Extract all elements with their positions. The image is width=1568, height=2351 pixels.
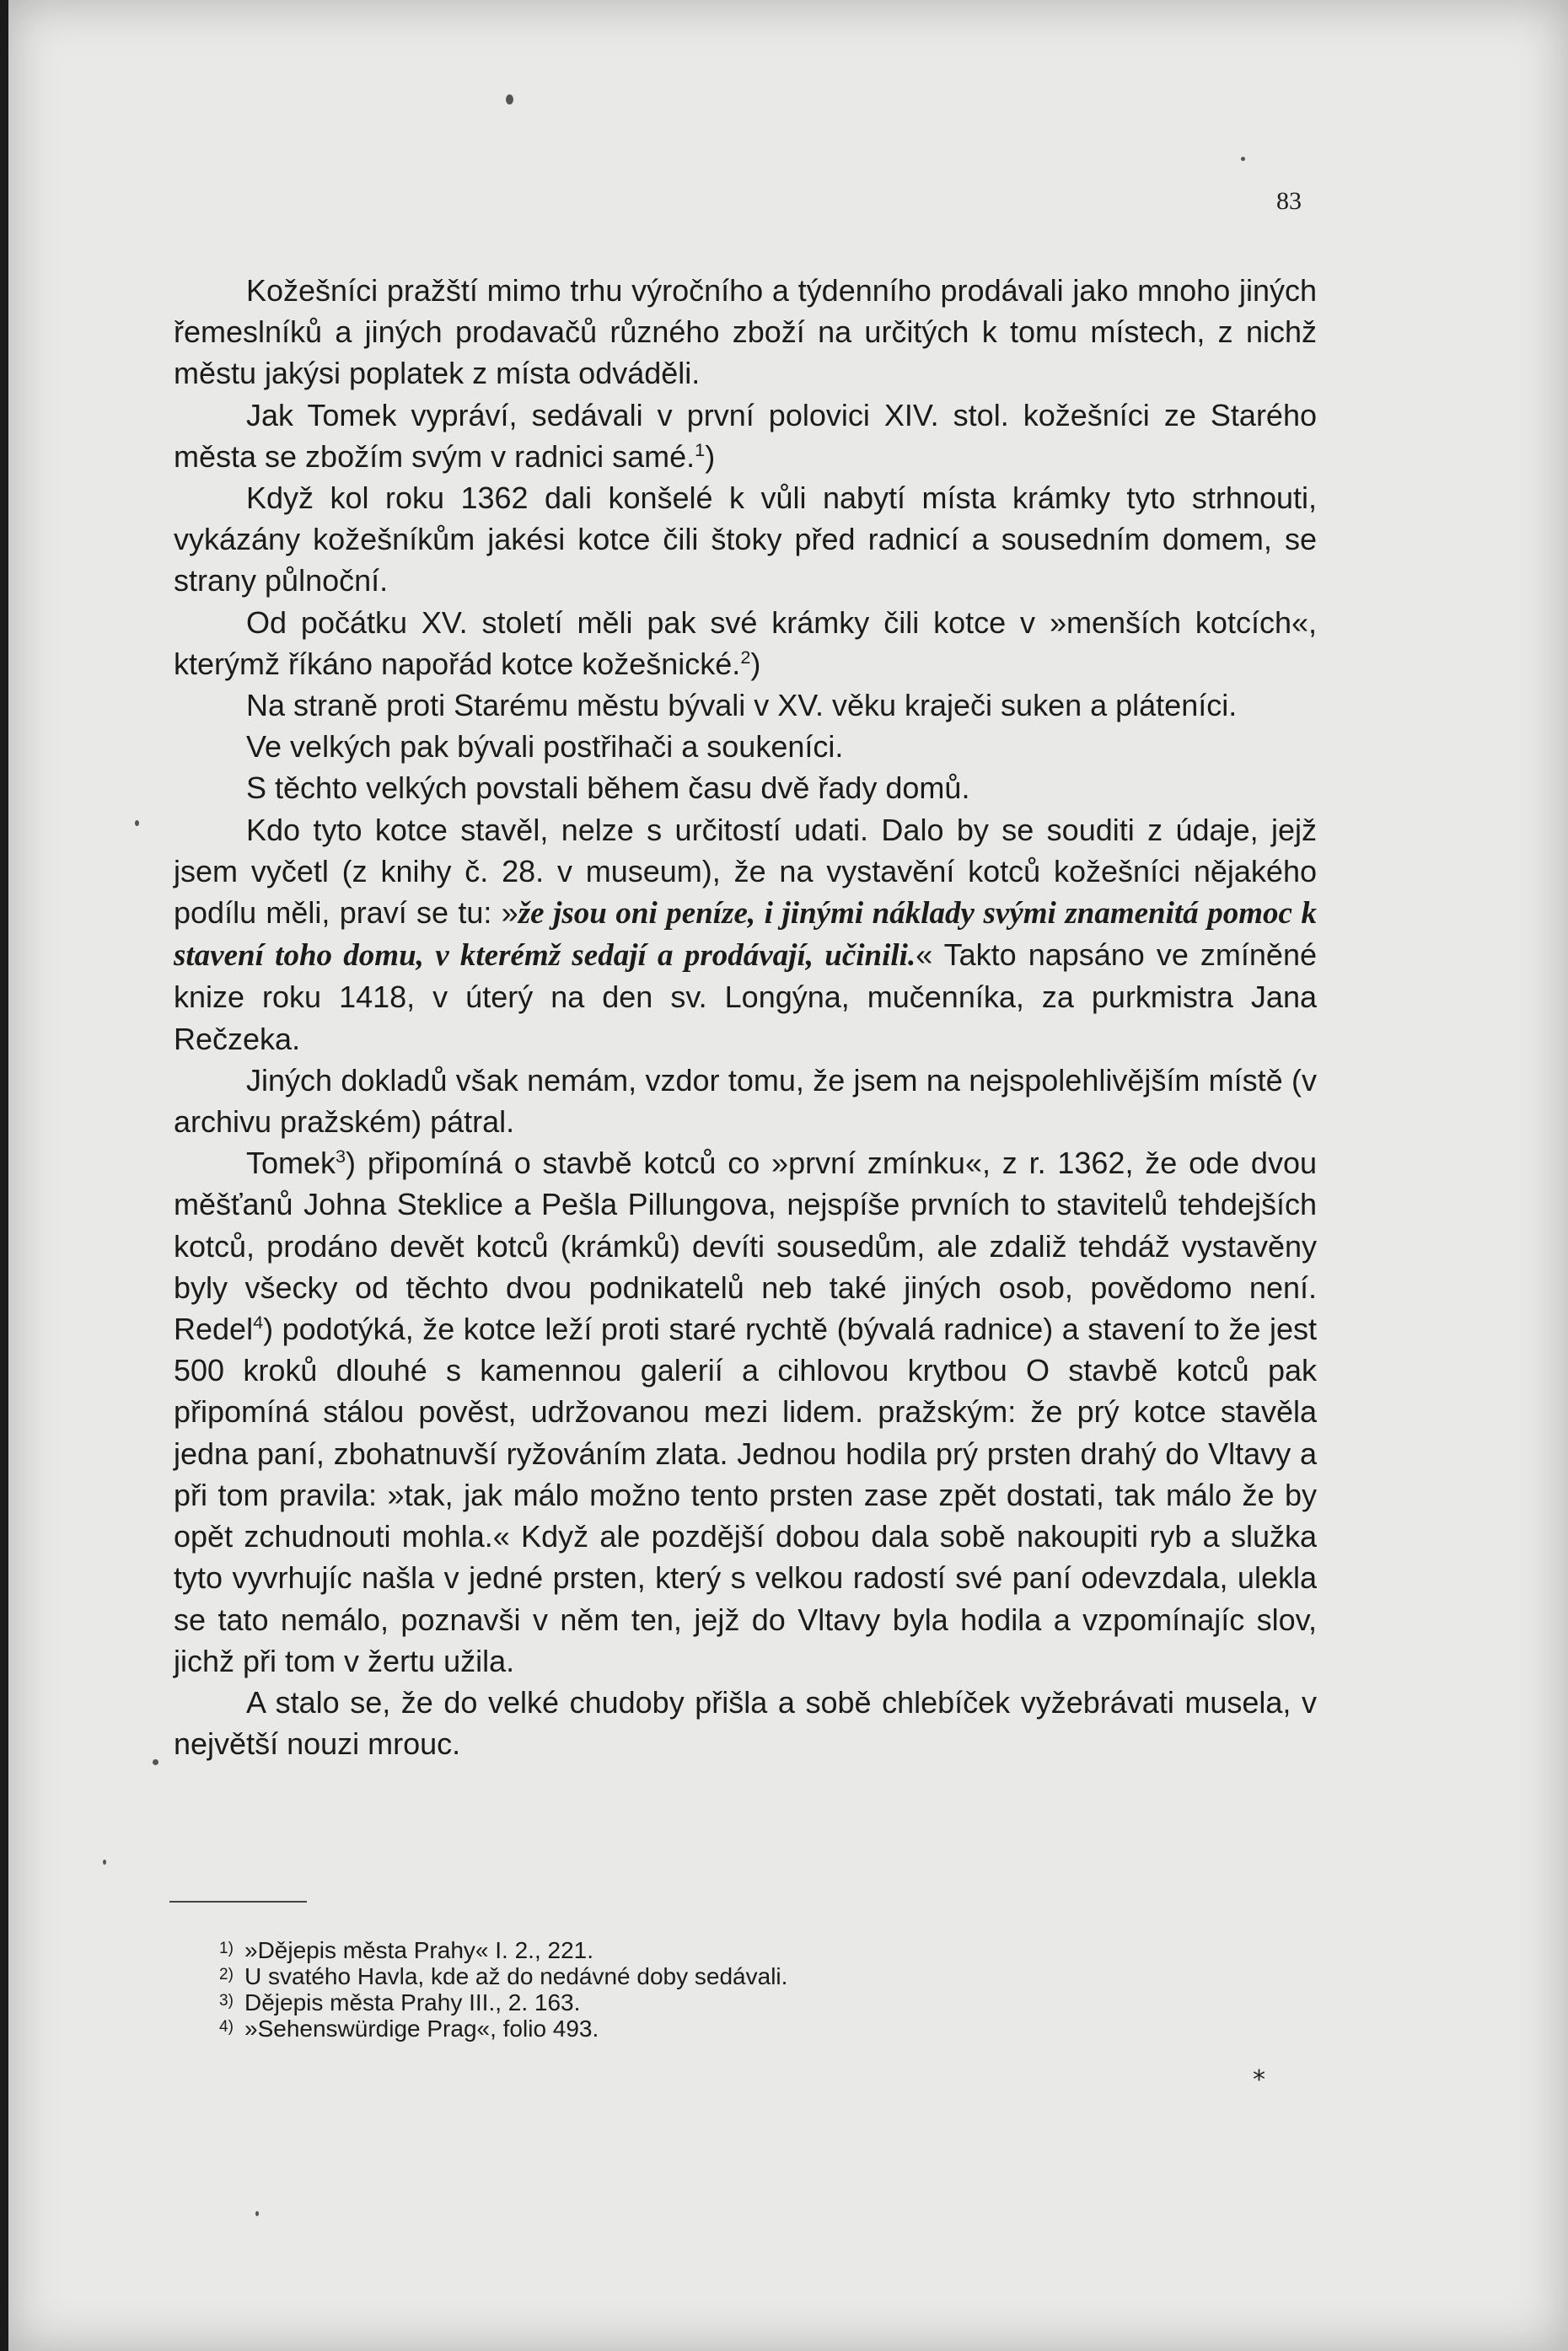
paragraph-11: [174, 1682, 1317, 1764]
paragraph-text: Když kol roku 1362 dali konšelé k vůli nabytí místa krámky tyto strhnouti, vykázány kožešníkům jakési kotce čili štoky před radnicí a sousedním domem, se strany půlnoční.: [174, 480, 1317, 598]
paragraph-text: Jak Tomek vypráví, sedávali v první polovici XIV. stol. kožešníci ze Starého města se zbožím svým v radnici samé.: [174, 397, 1317, 474]
paragraph-7: [174, 767, 1317, 808]
paragraph-text: ) připomíná o stavbě kotců co »první zmínku«, z r. 1362, že ode dvou měšťanů Johna Steklice a Pešla Pillungova, nejspíše prvních to stavitelů tehdejších kotců, prodáno devět kotců (krámků) devíti sousedům, ale zdaliž tehdáž vystavěny byly všecky od těchto dvou podnikatelů neb také jiných osob, povědomo není. Redel: [174, 1146, 1317, 1347]
paragraph-text: Kdo tyto kotce stavěl, nelze s určitostí udati. Dalo by se souditi z údaje, jejž jsem vyčetl (z knihy č. 28. v museum), že na vystavění kotců kožešníci nějakého podílu měli, praví se tu: »: [174, 812, 1317, 931]
asterisk-mark: *: [1253, 2065, 1265, 2095]
footnote-marker: 2): [219, 1966, 234, 1983]
paragraph-6: [174, 726, 1317, 767]
page-number: 83: [1276, 187, 1302, 215]
ink-speck: [1241, 157, 1245, 161]
ink-speck: [255, 2211, 259, 2216]
paragraph-text: Od počátku XV. století měli pak své krámky čili kotce v »menších kotcích«, kterýmž říkáno napořád kotce kožešnické.: [174, 604, 1317, 681]
footnote-ref-4: 4: [253, 1312, 264, 1334]
paragraph-text: ): [750, 646, 761, 681]
paragraph-text: Kožešníci pražští mimo trhu výročního a týdenního prodávali jako mnoho jiných řemeslníků a jiných prodavačů různého zboží na určitých k tomu místech, z nichž městu jakýsi poplatek z místa odváděli.: [174, 273, 1317, 391]
paragraph-text: ) podotýká, že kotce leží proti staré rychtě (bývalá radnice) a stavení to že jest 500 kroků dlouhé s kamennou galerií a cihlovou krytbou O stavbě kotců pak připomíná stálou pověst, udržovanou mezi lidem. pražským: že prý kotce stavěla jedna paní, zbohatnuvší ryžováním zlata. Jednou hodila prý prsten drahý do Vltavy a při tom pravila: »tak, jak málo možno tento prsten zase zpět dostati, tak málo že by opět zchudnouti mohla.« Když ale pozdější dobou dala sobě nakoupiti ryb a služka tyto vyvrhujíc našla v jedné prsten, který s velkou radostí své paní odevzdala, ulekla se tato nemálo, poznavši v něm ten, jejž do Vltavy byla hodila a vzpomínajíc slov, jichž při tom v žertu užila.: [174, 1312, 1317, 1678]
paragraph-3: [174, 477, 1317, 602]
footnote-1: [219, 1937, 1087, 1963]
paragraph-2: [174, 395, 1317, 477]
paragraph-text: Ve velkých pak bývali postřihači a soukeníci.: [246, 729, 844, 765]
paragraph-8: [174, 809, 1317, 1060]
footnote-ref-2: 2: [740, 646, 751, 668]
body-text: [174, 270, 1317, 1764]
footnote-ref-3: 3: [336, 1146, 346, 1167]
paragraph-1: [174, 270, 1317, 395]
paragraph-4: [174, 602, 1317, 684]
footnote-marker: 1): [219, 1940, 234, 1957]
paragraph-5: [174, 684, 1317, 726]
ink-speck: [153, 1759, 158, 1765]
footnote-marker: 4): [219, 2018, 234, 2036]
footnote-2: [219, 1963, 1087, 1989]
paragraph-text: A stalo se, že do velké chudoby přišla a sobě chlebíček vyžebrávati musela, v největší nouzi mrouc.: [174, 1684, 1317, 1762]
paragraph-text: Na straně proti Starému městu bývali v XV. věku kraječi suken a pláteníci.: [246, 688, 1238, 723]
ink-speck: [506, 94, 513, 105]
paragraph-10: [174, 1142, 1317, 1682]
footnote-separator: [169, 1901, 307, 1903]
paragraph-text: Jiných dokladů však nemám, vzdor tomu, že jsem na nejspolehlivějším místě (v archivu pražském) pátral.: [174, 1062, 1317, 1140]
paragraph-text: S těchto velkých povstali během času dvě řady domů.: [246, 770, 970, 806]
ink-speck: [135, 820, 139, 826]
footnote-text: »Dějepis města Prahy« I. 2., 221.: [244, 1937, 593, 1963]
footnote-ref-1: 1: [695, 438, 706, 460]
footnote-3: [219, 1989, 1087, 2016]
footnote-text: U svatého Havla, kde až do nedávné doby sedávali.: [244, 1963, 788, 1989]
paragraph-text: ): [705, 438, 716, 474]
ink-speck: [103, 1860, 106, 1865]
footnote-marker: 3): [219, 1992, 234, 2010]
footnote-text: Dějepis města Prahy III., 2. 163.: [244, 1989, 581, 2016]
book-page: [8, 0, 1568, 2351]
footnotes: [219, 1937, 1087, 2042]
paragraph-text: Tomek: [246, 1146, 336, 1181]
paragraph-text: « Takto napsáno ve zmíněné knize roku 1418, v úterý na den sv. Longýna, mučenníka, za purkmistra Jana Rečzeka.: [174, 937, 1317, 1056]
quoted-italic-text: že jsou oni peníze, i jinými náklady svými znamenitá pomoc k stavení toho domu, v kterémž sedají a prodávají, učinili.: [174, 896, 1317, 974]
paragraph-9: [174, 1060, 1317, 1142]
footnote-4: [219, 2016, 1087, 2042]
footnote-text: »Sehenswürdige Prag«, folio 493.: [244, 2016, 599, 2042]
